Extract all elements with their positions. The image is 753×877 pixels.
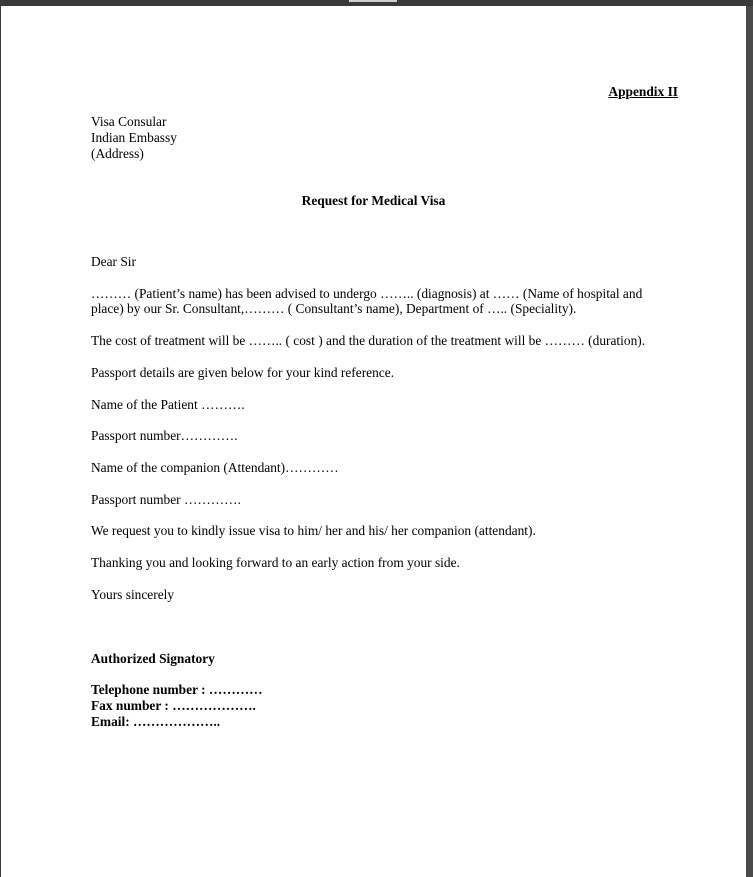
email-line: Email: ………………..	[91, 714, 221, 729]
passport-number-line-1: Passport number………….	[91, 428, 238, 443]
document-page	[1, 6, 746, 877]
passport-number-line-2: Passport number ………….	[91, 492, 241, 507]
closing: Yours sincerely	[91, 587, 175, 602]
address-line-3: (Address)	[91, 146, 144, 161]
telephone-line: Telephone number : …………	[91, 682, 263, 697]
companion-line: Name of the companion (Attendant)…………	[91, 460, 339, 475]
address-line-2: Indian Embassy	[91, 130, 177, 145]
appendix-label: Appendix II	[608, 84, 678, 99]
salutation: Dear Sir	[91, 254, 136, 269]
viewer-side-edge	[746, 6, 753, 877]
document-title: Request for Medical Visa	[301, 193, 446, 208]
paragraph-1-line-1: ……… (Patient’s name) has been advised to undergo …….. (diagnosis) at …… (Name of hospital and	[91, 286, 643, 301]
viewer-tab-indicator	[349, 0, 397, 2]
paragraph-1-line-2: place) by our Sr. Consultant,……… ( Consultant’s name), Department of ….. (Speciality).	[91, 301, 577, 316]
fax-line: Fax number : ……………….	[91, 698, 256, 713]
patient-name-line: Name of the Patient ……….	[91, 397, 245, 412]
passport-intro: Passport details are given below for your kind reference.	[91, 365, 395, 380]
signatory: Authorized Signatory	[91, 651, 215, 666]
cost-line: The cost of treatment will be …….. ( cost ) and the duration of the treatment will be ……… (duration).	[91, 333, 646, 348]
request-line: We request you to kindly issue visa to him/ her and his/ her companion (attendant).	[91, 523, 536, 538]
thanks-line: Thanking you and looking forward to an early action from your side.	[91, 555, 460, 570]
address-line-1: Visa Consular	[91, 114, 167, 129]
